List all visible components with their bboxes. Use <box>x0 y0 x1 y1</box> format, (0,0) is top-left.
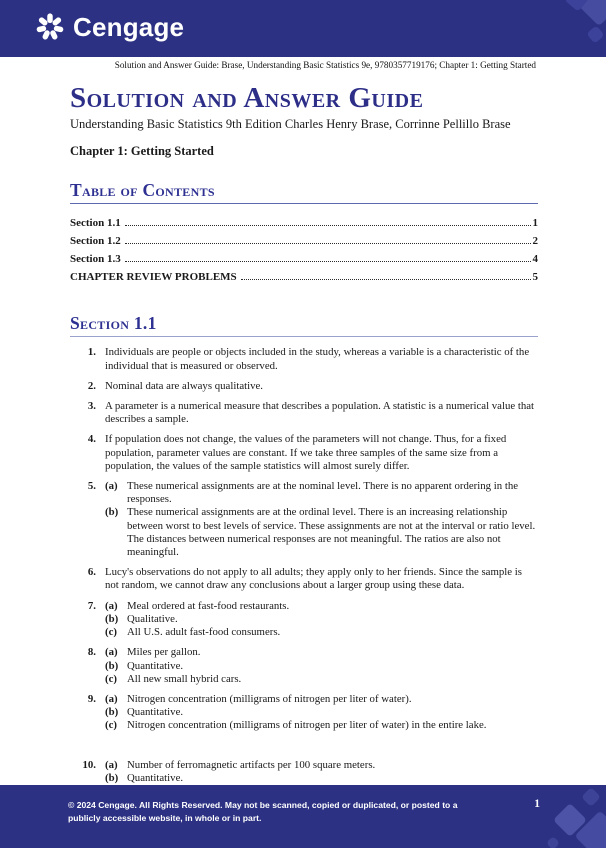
part-letter: (c) <box>105 626 117 639</box>
part-letter: (a) <box>105 646 118 659</box>
problem-part <box>105 772 538 785</box>
problem-number: 7. <box>87 599 96 612</box>
problem-number: 4. <box>87 433 96 446</box>
problem-number: 5. <box>87 480 96 493</box>
problem-number: 3. <box>87 400 96 413</box>
toc-entry-page: 2 <box>532 235 538 248</box>
cengage-logo <box>34 11 184 43</box>
part-text: All new small hybrid cars. <box>127 672 242 685</box>
part-text: Quantitative. <box>127 659 184 672</box>
toc-entry[interactable] <box>70 268 538 286</box>
part-letter: (a) <box>105 758 118 771</box>
problem-body <box>105 646 538 686</box>
problem-part <box>105 626 538 639</box>
problem-number: 6. <box>87 566 96 579</box>
toc-entry[interactable] <box>70 232 538 250</box>
toc-dot-leader <box>125 261 531 262</box>
part-letter: (b) <box>105 506 119 519</box>
problem-part <box>105 646 538 659</box>
chapter-heading: Chapter 1: Getting Started <box>70 144 214 159</box>
cengage-logo-text: Cengage <box>73 11 185 42</box>
toc-entry-page: 4 <box>532 253 538 266</box>
toc-entry-label: CHAPTER REVIEW PROBLEMS <box>70 271 237 284</box>
section-heading: Section 1.1 <box>70 313 157 334</box>
page-content <box>0 70 606 785</box>
toc-dot-leader <box>125 225 531 226</box>
footer-corner-decoration <box>546 836 560 848</box>
problem-item <box>70 566 538 592</box>
part-text: These numerical assignments are at the nominal level. There is no apparent ordering in the responses. <box>127 480 519 506</box>
problem-item <box>70 480 538 559</box>
header-band <box>0 0 606 57</box>
problem-part <box>105 706 538 719</box>
cengage-pinwheel-icon <box>34 11 66 43</box>
problem-item <box>70 400 538 426</box>
problem-part <box>105 673 538 686</box>
book-subtitle: Understanding Basic Statistics 9th Edition Charles Henry Brase, Corrinne Pellillo Brase <box>70 117 511 132</box>
problem-number: 9. <box>87 692 96 705</box>
part-letter: (a) <box>105 480 118 493</box>
toc-entry[interactable] <box>70 214 538 232</box>
toc-entry[interactable] <box>70 250 538 268</box>
problem-part <box>105 693 538 706</box>
problem-body <box>105 566 538 592</box>
toc-entries <box>70 214 538 286</box>
part-text: Quantitative. <box>127 771 184 784</box>
toc-dot-leader <box>125 243 531 244</box>
problem-number: 8. <box>87 646 96 659</box>
part-letter: (b) <box>105 771 119 784</box>
problem-part <box>105 759 538 772</box>
problem-text: A parameter is a numerical measure that describes a population. A statistic is a numerical value that describes a sample. <box>105 400 535 426</box>
problem-body <box>105 693 538 733</box>
part-text: Qualitative. <box>127 612 178 625</box>
problem-text: Lucy's observations do not apply to all adults; they apply only to her friends. Since the sample is not random, we cannot draw any conclusions about a larger group using these data. <box>105 566 522 592</box>
problem-body <box>105 600 538 640</box>
document-reference-line: Solution and Answer Guide: Brase, Understanding Basic Statistics 9e, 9780357719176; Chapter 1: Getting Started <box>114 60 536 70</box>
problem-item <box>70 600 538 640</box>
problem-item <box>70 380 538 393</box>
part-letter: (c) <box>105 672 117 685</box>
toc-entry-page: 1 <box>532 217 538 230</box>
toc-entry-label: Section 1.1 <box>70 217 121 230</box>
part-letter: (a) <box>105 599 118 612</box>
footer-corner-decoration <box>581 787 601 807</box>
problem-part <box>105 480 538 506</box>
toc-entry-page: 5 <box>532 271 538 284</box>
problem-item <box>70 759 538 785</box>
part-text: Number of ferromagnetic artifacts per 100 square meters. <box>127 758 376 771</box>
problem-body <box>105 346 538 372</box>
toc-entry-label: Section 1.3 <box>70 253 121 266</box>
problem-body <box>105 400 538 426</box>
problem-number: 1. <box>87 346 96 359</box>
section-heading-rule <box>70 313 538 337</box>
problem-number: 2. <box>87 379 96 392</box>
part-letter: (c) <box>105 719 117 732</box>
toc-heading-rule <box>70 180 538 204</box>
problem-body <box>105 380 538 393</box>
toc-dot-leader <box>241 279 531 280</box>
part-text: All U.S. adult fast-food consumers. <box>127 626 281 639</box>
problem-item <box>70 433 538 473</box>
problem-text: Nominal data are always qualitative. <box>105 379 263 392</box>
problem-text: If population does not change, the values of the parameters will not change. Thus, for a fixed population, parameter values are constant. If we take three samples of the same size from a population, the values of the sample statistics will almost surely differ. <box>105 433 507 472</box>
problem-part <box>105 660 538 673</box>
problem-body <box>105 480 538 559</box>
problem-item <box>70 346 538 372</box>
page-title: Solution and Answer Guide <box>70 82 424 114</box>
problem-part <box>105 600 538 613</box>
problem-body <box>105 759 538 785</box>
toc-entry-label: Section 1.2 <box>70 235 121 248</box>
part-text: Miles per gallon. <box>127 646 201 659</box>
part-text: Nitrogen concentration (milligrams of nitrogen per liter of water) in the entire lake. <box>127 719 487 732</box>
problem-text: Individuals are people or objects included in the study, whereas a variable is a characteristic of the individual that is measured or observed. <box>105 346 530 372</box>
problem-number: 10. <box>82 758 96 771</box>
problems-list <box>70 346 538 784</box>
header-corner-decoration <box>586 25 604 43</box>
part-text: Meal ordered at fast-food restaurants. <box>127 599 290 612</box>
copyright-notice: © 2024 Cengage. All Rights Reserved. May not be scanned, copied or duplicated, or posted to a publicly accessible website, in whole or in part. <box>68 799 458 824</box>
part-letter: (a) <box>105 692 118 705</box>
problem-item <box>70 693 538 733</box>
page-number: 1 <box>534 797 540 810</box>
part-letter: (b) <box>105 659 119 672</box>
problem-part <box>105 719 538 732</box>
part-letter: (b) <box>105 612 119 625</box>
problem-part <box>105 613 538 626</box>
toc-heading: Table of Contents <box>70 180 215 201</box>
problem-item <box>70 646 538 686</box>
problem-body <box>105 433 538 473</box>
part-text: Nitrogen concentration (milligrams of nitrogen per liter of water). <box>127 692 412 705</box>
part-text: Quantitative. <box>127 706 184 719</box>
part-text: These numerical assignments are at the ordinal level. There is an increasing relationship between worst to best levels of service. These assignments are not at the interval or ratio level. The distances between numerical responses are not meaningful. The ratios are also not meaningful. <box>127 506 536 559</box>
problem-part <box>105 506 538 559</box>
part-letter: (b) <box>105 706 119 719</box>
footer-band <box>0 785 606 848</box>
